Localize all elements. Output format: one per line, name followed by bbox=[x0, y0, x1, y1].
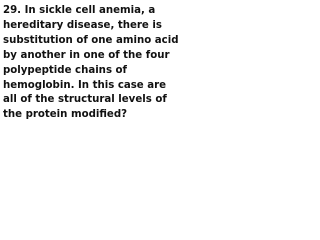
question-text bbox=[3, 4, 199, 123]
question-line-1: 29. In sickle cell anemia, a bbox=[3, 5, 156, 16]
question-line-7: all of the structural levels of bbox=[3, 94, 167, 106]
question-line-4: by another in one of the four bbox=[3, 49, 170, 61]
question-line-2: hereditary disease, there is bbox=[3, 19, 162, 31]
question-line-6: hemoglobin. In this case are bbox=[3, 79, 167, 91]
question-line-8: the protein modified? bbox=[3, 109, 128, 121]
question-line-3: substitution of one amino acid bbox=[3, 34, 179, 46]
question-line-5: polypeptide chains of bbox=[3, 64, 127, 76]
